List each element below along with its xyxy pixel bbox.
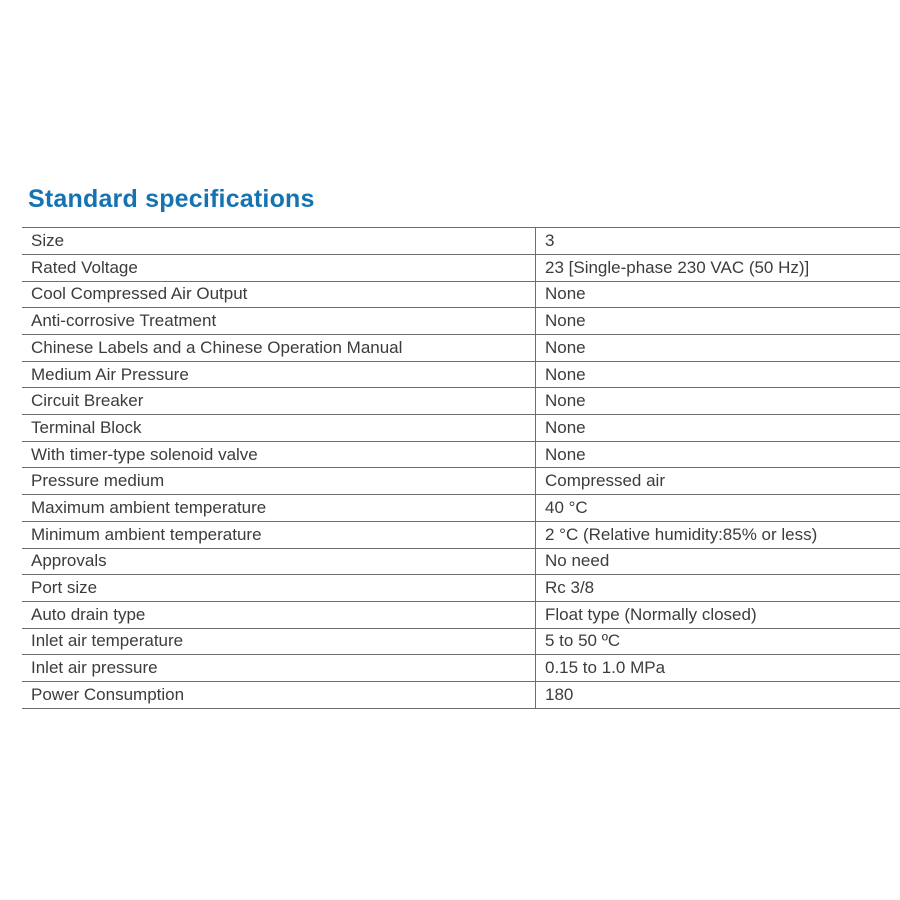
table-row — [22, 548, 900, 575]
table-row — [22, 601, 900, 628]
spec-value: 3 — [545, 231, 555, 251]
spec-label: Rated Voltage — [22, 254, 536, 281]
spec-label: Minimum ambient temperature — [22, 521, 536, 548]
spec-value: Rc 3/8 — [545, 578, 595, 598]
spec-label: Medium Air Pressure — [22, 361, 536, 388]
spec-value: None — [545, 444, 586, 464]
spec-value: None — [545, 284, 586, 304]
spec-label: With timer-type solenoid valve — [22, 441, 536, 468]
table-row — [22, 388, 900, 415]
table-row — [22, 361, 900, 388]
spec-label: Circuit Breaker — [22, 388, 536, 415]
spec-value: None — [545, 391, 586, 411]
spec-value: None — [545, 364, 586, 384]
spec-label: Power Consumption — [22, 681, 536, 708]
table-row — [22, 628, 900, 655]
table-row — [22, 521, 900, 548]
table-row — [22, 575, 900, 602]
spec-value: None — [545, 337, 586, 357]
spec-label: Anti-corrosive Treatment — [22, 308, 536, 335]
table-row — [22, 281, 900, 308]
table-row — [22, 441, 900, 468]
spec-label: Inlet air temperature — [22, 628, 536, 655]
spec-label: Port size — [22, 575, 536, 602]
spec-table — [22, 227, 900, 708]
spec-value: None — [545, 417, 586, 437]
spec-label: Maximum ambient temperature — [22, 495, 536, 522]
spec-label: Chinese Labels and a Chinese Operation Manual — [22, 335, 536, 362]
spec-label: Pressure medium — [22, 468, 536, 495]
spec-value: 2 °C (Relative humidity:85% or less) — [545, 524, 818, 544]
table-row — [22, 335, 900, 362]
spec-value: Float type (Normally closed) — [545, 604, 757, 624]
page-title: Standard specifications — [28, 185, 315, 213]
table-row — [22, 681, 900, 708]
spec-value: 23 [Single-phase 230 VAC (50 Hz)] — [545, 257, 810, 277]
table-row — [22, 495, 900, 522]
spec-label: Size — [22, 228, 536, 255]
spec-value: 40 °C — [545, 497, 588, 517]
spec-value: 0.15 to 1.0 MPa — [545, 658, 666, 678]
table-row — [22, 308, 900, 335]
spec-value: No need — [545, 551, 610, 571]
spec-label: Auto drain type — [22, 601, 536, 628]
table-row — [22, 415, 900, 442]
spec-label: Cool Compressed Air Output — [22, 281, 536, 308]
table-row — [22, 228, 900, 255]
spec-table-body — [22, 228, 900, 708]
spec-value: None — [545, 311, 586, 331]
spec-label: Approvals — [22, 548, 536, 575]
table-row — [22, 468, 900, 495]
spec-value: 180 — [545, 684, 574, 704]
table-row — [22, 254, 900, 281]
table-row — [22, 655, 900, 682]
spec-label: Inlet air pressure — [22, 655, 536, 682]
spec-value: 5 to 50 ºC — [545, 631, 621, 651]
spec-value: Compressed air — [545, 471, 665, 491]
spec-label: Terminal Block — [22, 415, 536, 442]
spec-section — [22, 186, 900, 709]
